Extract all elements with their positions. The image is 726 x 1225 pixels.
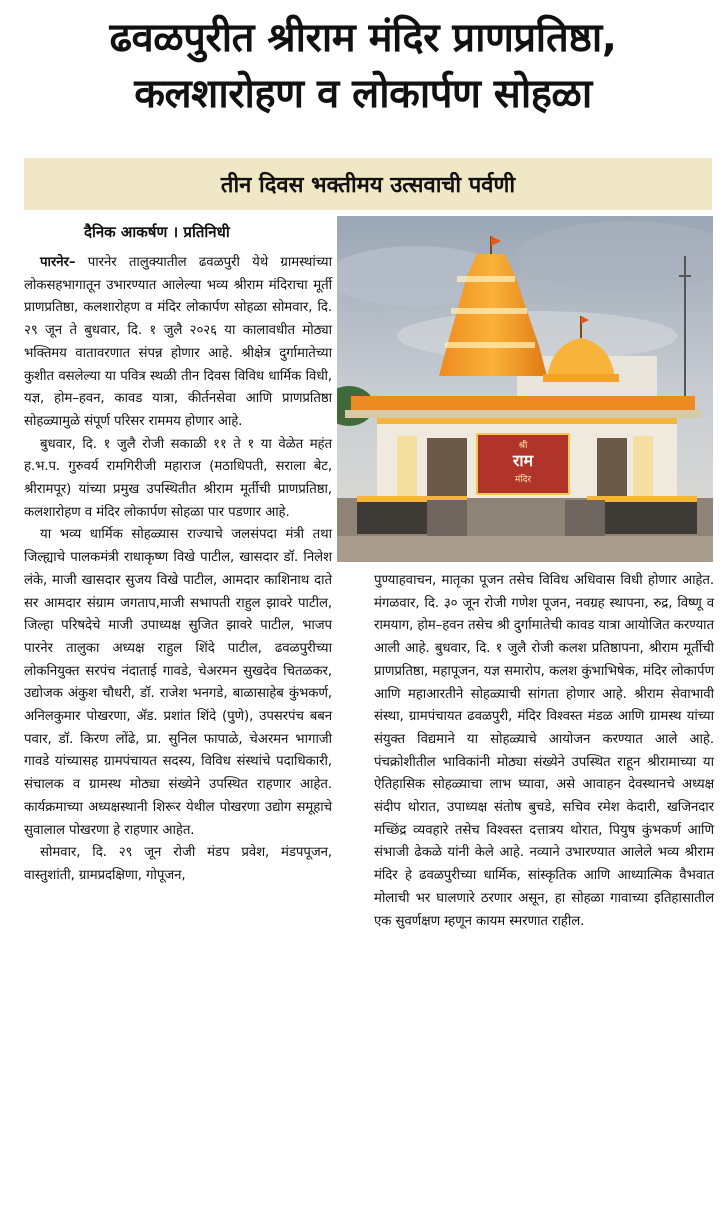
banner-text-1: श्री xyxy=(518,441,528,451)
subheadline-text: तीन दिवस भक्तीमय उत्सवाची पर्वणी xyxy=(220,173,516,198)
subheadline-banner xyxy=(24,158,712,210)
paragraph-4-continued: पुण्याहवाचन, मातृका पूजन तसेच विविध अधिवास विधी होणार आहेत. मंगळवार, दि. ३० जून रोजी गणेश पूजन, नवग्रह स्थापना, रुद्र, विष्णू व रामयाग, होम–हवन तसेच श्री दुर्गामातेची कावड यात्रा आयोजित करण्यात आली आहे. बुधवार, दि. १ जुलै रोजी कलश प्रतिष्ठापना, श्रीराम मूर्तीची प्राणप्रतिष्ठा, महापूजन, यज्ञ समारोप, कलश कुंभाभिषेक, मंदिर लोकार्पण आणि महाआरतीने सोहळ्याची सांगता होणार आहे. श्रीराम सेवाभावी संस्था, ग्रामपंचायत ढवळपुरी, मंदिर विश्वस्त मंडळ आणि ग्रामस्थ यांच्या संयुक्त विद्यमाने या सोहळ्याचे आयोजन करण्यात आले आहे. पंचक्रोशीतील भाविकांनी मोठ्या संख्येने उपस्थित राहून श्रीरामाच्या या ऐतिहासिक सोहळ्याचा लाभ घ्यावा, असे आवाहन देवस्थानचे अध्यक्ष संदीप थोरात, उपाध्यक्ष संतोष बुचडे, सचिव रमेश केदारी, खजिनदार मच्छिंद्र व्यवहारे तसेच विश्वस्त दत्तात्रय थोरात, पियुष कुंभकर्ण आणि संभाजी ढेकळे यांनी केले आहे. नव्याने उभारण्यात आलेले भव्य श्रीराम मंदिर हे ढवळपुरीच्या धार्मिक, सांस्कृतिक आणि आध्यात्मिक वैभवात मोलाची भर घालणारे ठरणार असून, हा सोहळा गावाच्या इतिहासातील एक सुवर्णक्षण म्हणून कायम स्मरणात राहील. xyxy=(374,573,714,929)
article-column-1 xyxy=(24,252,332,888)
byline: दैनिक आकर्षण । प्रतिनिधी xyxy=(84,223,230,241)
headline-line-1: ढवळपुरीत श्रीराम मंदिर प्राणप्रतिष्ठा, xyxy=(109,15,617,61)
banner-text-2: राम xyxy=(512,451,534,470)
article-column-2 xyxy=(374,570,714,933)
paragraph-3: या भव्य धार्मिक सोहळ्यास राज्याचे जलसंपदा मंत्री तथा जिल्ह्याचे पालकमंत्री राधाकृष्ण विखे पाटील, खासदार डॉ. निलेश लंके, माजी खासदार सुजय विखे पाटील, आमदार काशिनाथ दाते सर आमदार संग्राम जगताप,माजी सभापती राहुल झावरे पाटील, जिल्हा परिषदेचे माजी उपाध्यक्ष सुजित झावरे पाटील, भाजप पारनेर तालुका अध्यक्ष राहुल शिंदे पाटील, ढवळपुरीच्या लोकनियुक्त सरपंच नंदाताई गावडे, चेअरमन सुखदेव चितळकर, उद्योजक अंकुश चौधरी, डॉ. राजेश भनगडे, बाळासाहेब कुंभकर्ण, अनिलकुमार पोखरणा, ॲड. प्रशांत शिंदे (पुणे), उपसरपंच बबन पवार, डॉ. किरण लोंढे, प्रा. सुनिल फापाळे, चेअरमन भागाजी गावडे यांच्यासह ग्रामपंचायत सदस्य, विविध संस्थांचे पदाधिकारी, संचालक व ग्रामस्थ मोठ्या संख्येने उपस्थित राहणार आहेत. कार्यक्रमाच्या अध्यक्षस्थानी शिरूर येथील पोखरणा उद्योग समूहाचे सुवालाल पोखरणा हे राहणार आहेत. xyxy=(24,527,332,838)
paragraph-4-start: सोमवार, दि. २९ जून रोजी मंडप प्रवेश, मंडपपूजन, वास्तुशांती, ग्रामप्रदक्षिणा, गोपूजन, xyxy=(24,845,332,883)
banner-text-3: मंदिर xyxy=(514,475,532,485)
paragraph-1 xyxy=(24,252,332,434)
headline-line-2: कलशारोहण व लोकार्पण सोहळा xyxy=(134,71,592,117)
paragraph-2: बुधवार, दि. १ जुलै रोजी सकाळी ११ ते १ या वेळेत महंत ह.भ.प. गुरुवर्य रामगिरीजी महाराज (मठाधिपती, सराला बेट, श्रीरामपूर) यांच्या प्रमुख उपस्थितीत श्रीराम मूर्तीची प्राणप्रतिष्ठा, कलशारोहण व मंदिर लोकार्पण सोहळा पार पडणार आहे. xyxy=(24,436,332,520)
dateline: पारनेर– xyxy=(40,255,76,270)
paragraph-1-text: पारनेर तालुक्यातील ढवळपुरी येथे ग्रामस्थांच्या लोकसहभागातून उभारण्यात आलेल्या भव्य श्रीराम मंदिराचा मूर्ती प्राणप्रतिष्ठा, कलशारोहण व मंदिर लोकार्पण सोहळा सोमवार, दि. २९ जून ते बुधवार, दि. १ जुलै २०२६ या कालावधीत मोठ्या भक्तिमय वातावरणात संपन्न होणार आहे. श्रीक्षेत्र दुर्गामातेच्या कुशीत वसलेल्या या पवित्र स्थळी तीन दिवस विविध धार्मिक विधी, यज्ञ, होम–हवन, कावड यात्रा, कीर्तनसेवा आणि प्राणप्रतिष्ठा सोहळ्यामुळे संपूर्ण परिसर राममय होणार आहे. xyxy=(24,255,332,429)
headline xyxy=(12,10,714,122)
temple-photo xyxy=(337,216,713,562)
